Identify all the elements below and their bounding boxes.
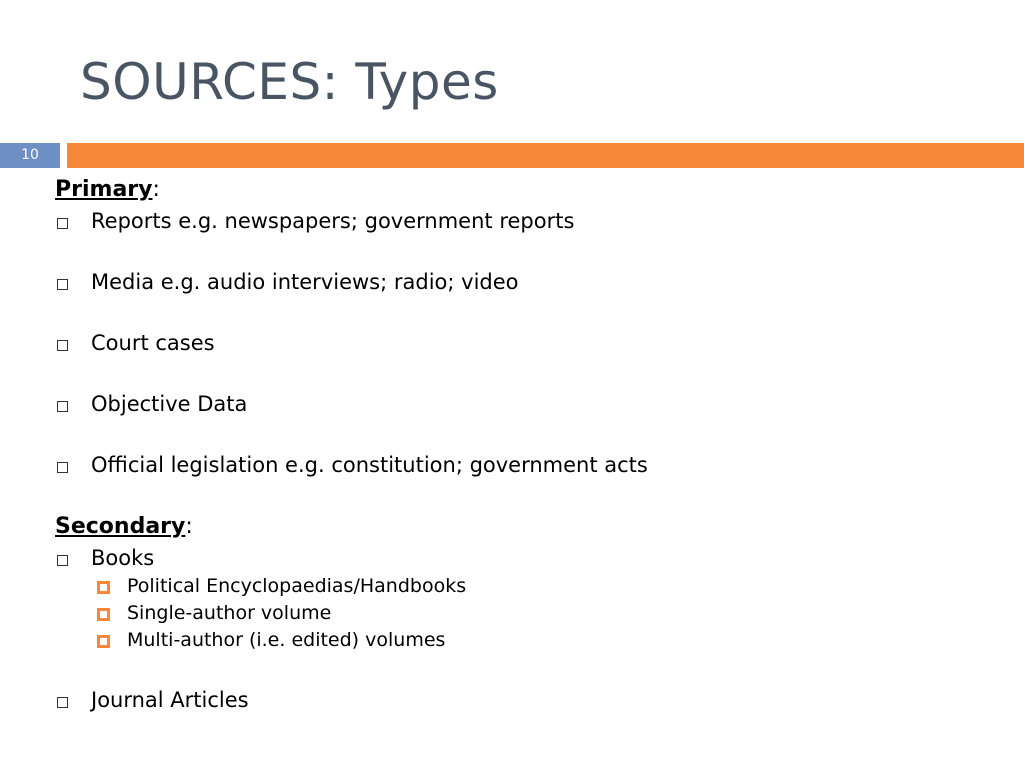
bullet-text: Journal Articles bbox=[91, 688, 249, 712]
bullet-item bbox=[55, 389, 995, 419]
bullet-item bbox=[55, 267, 995, 297]
sub-bullet-text: Multi-author (i.e. edited) volumes bbox=[127, 629, 446, 651]
secondary-heading-colon: : bbox=[185, 514, 193, 539]
orange-square-bullet-icon bbox=[97, 581, 110, 594]
square-bullet-icon bbox=[57, 279, 68, 290]
square-bullet-icon bbox=[57, 218, 68, 229]
square-bullet-icon bbox=[57, 697, 68, 708]
bullet-item bbox=[55, 450, 995, 480]
bullet-text: Books bbox=[91, 546, 155, 570]
primary-heading bbox=[55, 174, 995, 206]
bullet-text: Court cases bbox=[91, 331, 215, 355]
square-bullet-icon bbox=[57, 340, 68, 351]
orange-square-bullet-icon bbox=[97, 635, 110, 648]
slide-content bbox=[55, 174, 995, 715]
sub-bullet-item bbox=[55, 573, 995, 600]
bullet-item bbox=[55, 328, 995, 358]
sub-bullet-item bbox=[55, 627, 995, 654]
slide-number: 10 bbox=[0, 143, 60, 168]
primary-heading-label: Primary bbox=[55, 177, 153, 202]
sub-bullet-text: Single-author volume bbox=[127, 602, 332, 624]
bullet-text: Objective Data bbox=[91, 392, 248, 416]
secondary-heading-label: Secondary bbox=[55, 514, 186, 539]
square-bullet-icon bbox=[57, 401, 68, 412]
bullet-item bbox=[55, 206, 995, 236]
bullet-item bbox=[55, 685, 995, 715]
primary-heading-colon: : bbox=[152, 177, 160, 202]
bullet-text: Official legislation e.g. constitution; government acts bbox=[91, 453, 648, 477]
bullet-text: Reports e.g. newspapers; government reports bbox=[91, 209, 575, 233]
sub-bullet-text: Political Encyclopaedias/Handbooks bbox=[127, 575, 467, 597]
bullet-item bbox=[55, 543, 995, 573]
slide-title: SOURCES: Types bbox=[80, 53, 499, 111]
square-bullet-icon bbox=[57, 462, 68, 473]
sub-bullet-item bbox=[55, 600, 995, 627]
bullet-text: Media e.g. audio interviews; radio; video bbox=[91, 270, 519, 294]
accent-bar bbox=[67, 143, 1024, 168]
orange-square-bullet-icon bbox=[97, 608, 110, 621]
secondary-heading bbox=[55, 511, 995, 543]
square-bullet-icon bbox=[57, 555, 68, 566]
